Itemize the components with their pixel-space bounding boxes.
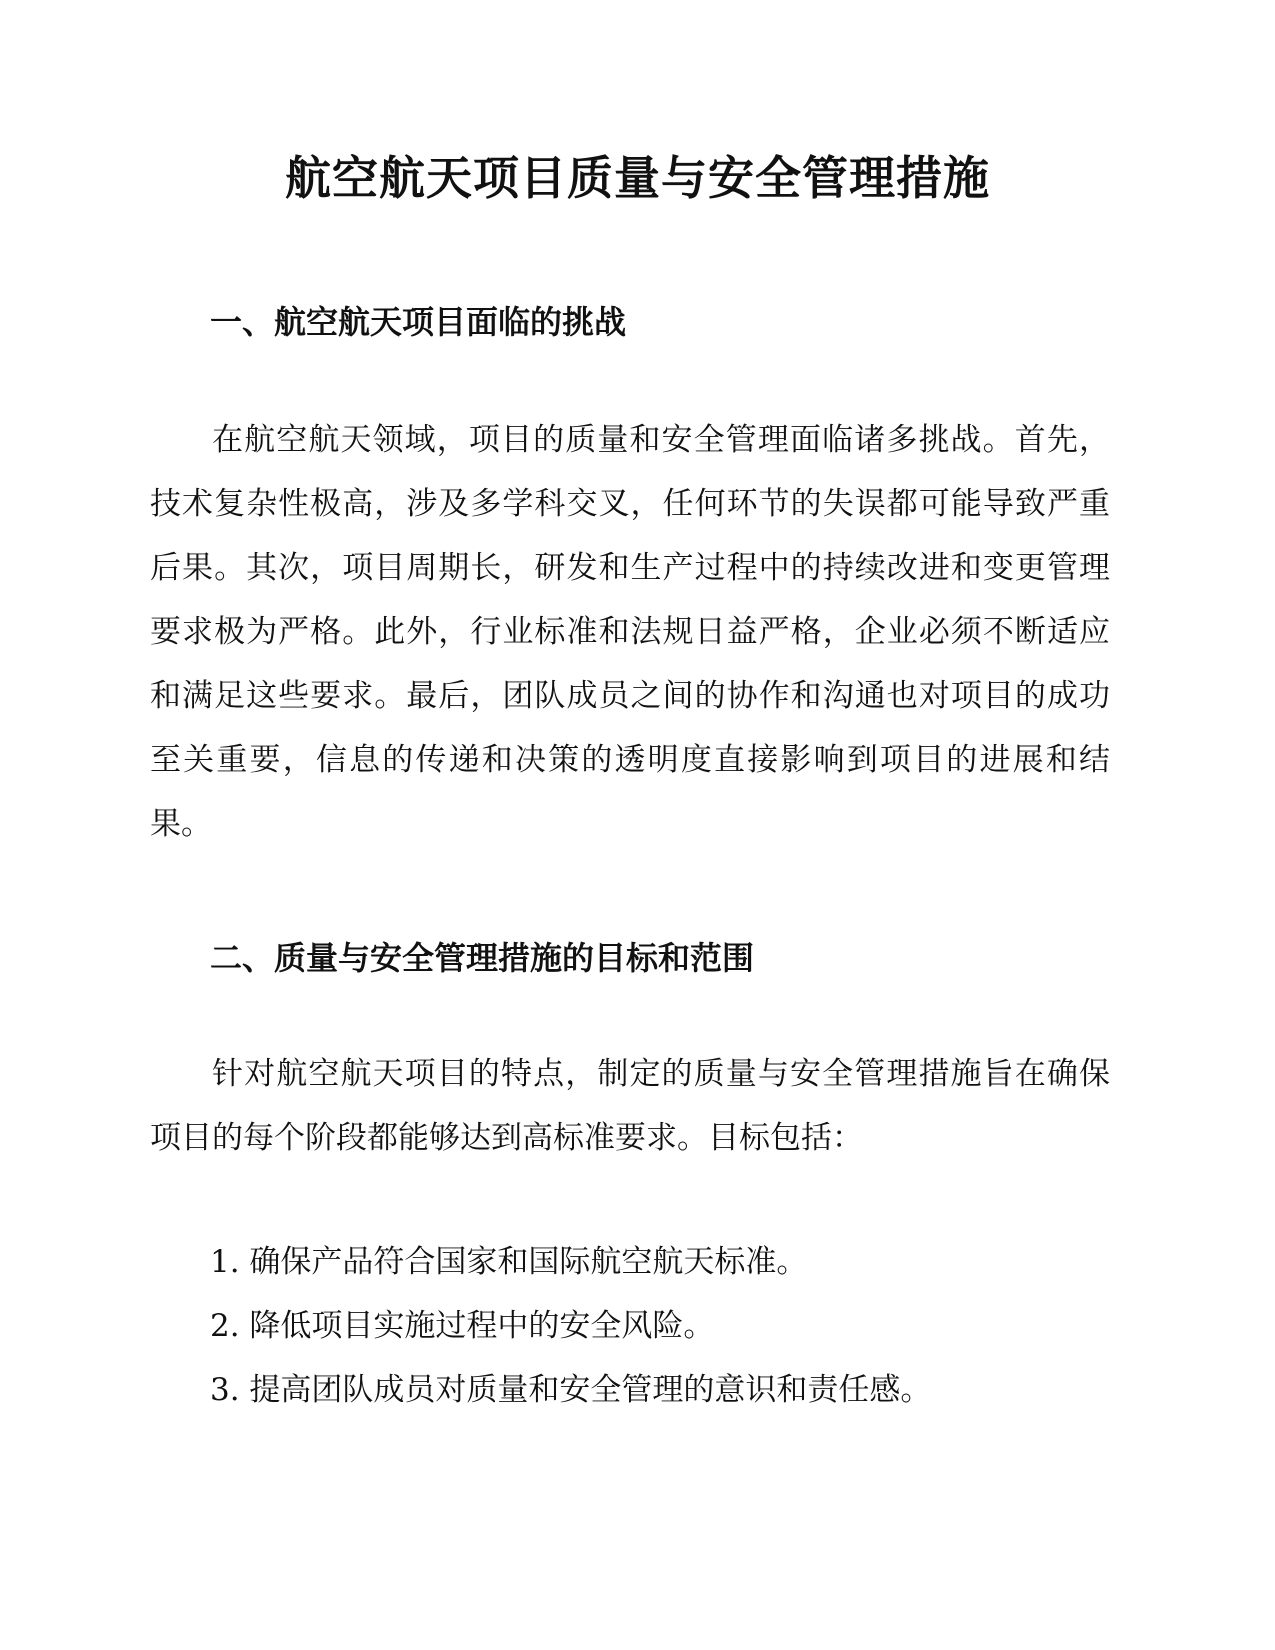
section-heading-challenges: 一、航空航天项目面临的挑战 <box>210 303 627 341</box>
section-heading-goals: 二、质量与安全管理措施的目标和范围 <box>210 939 755 977</box>
list-item: 3. 提高团队成员对质量和安全管理的意识和责任感。 <box>210 1372 932 1408</box>
list-item: 2. 降低项目实施过程中的安全风险。 <box>210 1308 715 1344</box>
section-paragraph-goals: 针对航空航天项目的特点，制定的质量与安全管理措施旨在确保项目的每个阶段都能够达到高标准要求。目标包括： <box>150 1056 1110 1156</box>
section-paragraph-challenges: 在航空航天领域，项目的质量和安全管理面临诸多挑战。首先，技术复杂性极高，涉及多学科交叉，任何环节的失误都可能导致严重后果。其次，项目周期长，研发和生产过程中的持续改进和变更管理要求极为严格。此外，行业标准和法规日益严格，企业必须不断适应和满足这些要求。最后，团队成员之间的协作和沟通也对项目的成功至关重要，信息的传递和决策的透明度直接影响到项目的进展和结果。 <box>150 422 1110 842</box>
document-title: 航空航天项目质量与安全管理措施 <box>285 151 990 205</box>
list-item: 1. 确保产品符合国家和国际航空航天标准。 <box>210 1244 808 1280</box>
goals-list <box>210 1230 1110 1422</box>
